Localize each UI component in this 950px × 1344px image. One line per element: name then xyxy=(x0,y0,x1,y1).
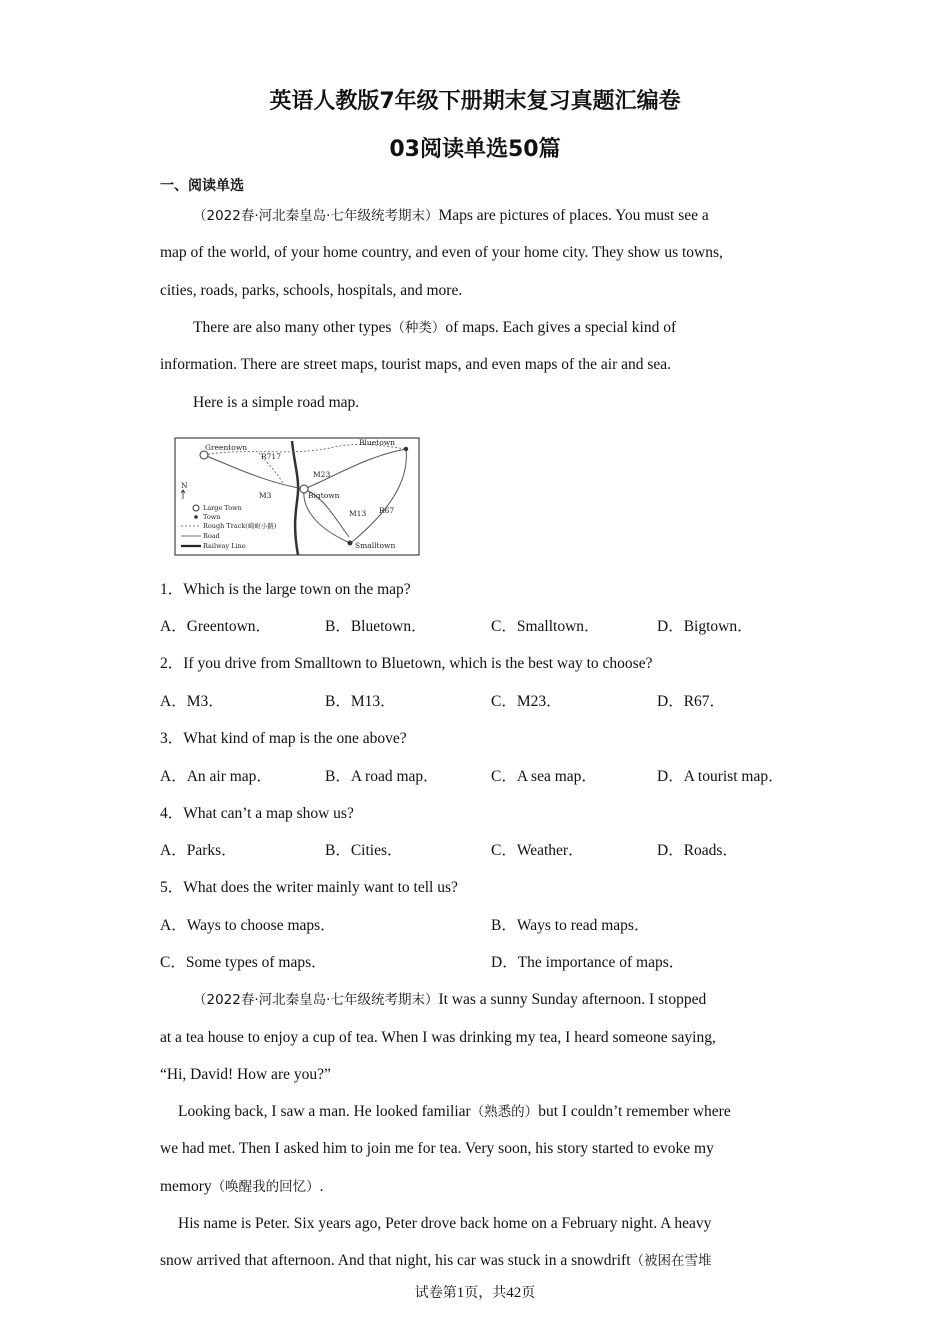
passage2-line7: His name is Peter. Six years ago, Peter drove back home on a February night. A heavy xyxy=(178,1215,712,1232)
question-1: 1．Which is the large town on the map? xyxy=(160,581,411,598)
legend-rough-track: Rough Track(崎岖小路) xyxy=(203,522,277,530)
passage2-line4-b: but I couldn’t remember where xyxy=(538,1103,731,1120)
question-5: 5．What does the writer mainly want to tell us? xyxy=(160,879,458,896)
question-3: 3．What kind of map is the one above? xyxy=(160,730,407,747)
map-label-r67: R67 xyxy=(379,506,395,515)
q4-option-c: C．Weather． xyxy=(491,842,584,859)
q2-option-d: D．R67． xyxy=(657,693,726,710)
q5-option-b: B．Ways to read maps． xyxy=(491,917,650,934)
passage2-line4-a: Looking back, I saw a man. He looked familiar xyxy=(178,1103,471,1120)
legend-town-icon xyxy=(194,515,198,519)
map-town-greentown xyxy=(200,451,208,459)
passage2-line2: at a tea house to enjoy a cup of tea. When I was drinking my tea, I heard someone saying, xyxy=(160,1029,716,1046)
q5-option-a: A．Ways to choose maps． xyxy=(160,917,336,934)
map-label-bluetown: Bluetown xyxy=(359,438,395,447)
map-label-greentown: Greentown xyxy=(205,443,248,452)
document-title: 英语人教版7年级下册期末复习真题汇编卷 xyxy=(269,89,681,114)
passage2-line5: we had met. Then I asked him to join me for tea. Very soon, his story started to evoke my xyxy=(160,1140,714,1157)
q2-option-c: C．M23． xyxy=(491,693,562,710)
passage1-source: （2022春·河北秦皇岛·七年级统考期末） xyxy=(193,208,439,224)
section-heading: 一、阅读单选 xyxy=(160,178,244,194)
question-2: 2．If you drive from Smalltown to Bluetown, which is the best way to choose? xyxy=(160,655,653,672)
q1-option-c: C．Smalltown． xyxy=(491,618,600,635)
passage1-p1-line1: Maps are pictures of places. You must see a xyxy=(438,207,709,224)
passage2-line6-b: . xyxy=(319,1178,324,1195)
legend-railway: Railway Line xyxy=(203,542,246,550)
passage1-p2-text-a: There are also many other types xyxy=(193,319,392,336)
q4-option-a: A．Parks． xyxy=(160,842,237,859)
map-north-label: N xyxy=(181,481,188,490)
q3-option-a: A．An air map． xyxy=(160,768,272,785)
passage2-line6 xyxy=(160,1177,800,1197)
q5-option-c: C．Some types of maps． xyxy=(160,954,327,971)
passage1-p2-gloss: （种类） xyxy=(391,320,446,336)
passage1-p2-text-b: of maps. Each gives a special kind of xyxy=(445,319,677,336)
passage2-source: （2022春·河北秦皇岛·七年级统考期末） xyxy=(193,992,439,1008)
q1-option-d: D．Bigtown． xyxy=(657,618,753,635)
legend-road: Road xyxy=(203,532,220,540)
passage2-line1 xyxy=(193,990,833,1010)
footer-text-c: 页，共 xyxy=(464,1285,507,1301)
map-label-m23: M23 xyxy=(313,470,331,479)
map-label-smalltown: Smalltown xyxy=(355,541,396,550)
q1-option-b: B．Bluetown． xyxy=(325,618,427,635)
passage2-line8-gloss: （被困在雪堆 xyxy=(630,1253,712,1269)
map-label-bigtown: Bigtown xyxy=(308,491,340,500)
passage2-line3: “Hi, David! How are you?” xyxy=(160,1066,331,1083)
passage2-line8-a: snow arrived that afternoon. And that night, his car was stuck in a snowdrift xyxy=(160,1252,631,1269)
map-town-smalltown xyxy=(348,541,353,546)
map-town-bigtown xyxy=(300,485,308,493)
q1-option-a: A．Greentown． xyxy=(160,618,272,635)
q3-option-d: D．A tourist map． xyxy=(657,768,784,785)
q5-option-d: D．The importance of maps． xyxy=(491,954,685,971)
map-label-m13: M13 xyxy=(349,509,367,518)
map-label-m3: M3 xyxy=(259,491,272,500)
passage2-line4-gloss: （熟悉的） xyxy=(470,1104,539,1120)
passage2-line4 xyxy=(178,1102,818,1122)
passage2-line6-a: memory xyxy=(160,1178,212,1195)
footer-page-number: 1 xyxy=(456,1285,465,1301)
passage1-p1-line2: map of the world, of your home country, and even of your home city. They show us towns, xyxy=(160,244,723,261)
road-map-figure xyxy=(174,437,420,556)
passage1-p2-line2: information. There are street maps, tourist maps, and even maps of the air and sea. xyxy=(160,356,672,373)
passage1-p3: Here is a simple road map. xyxy=(193,394,360,411)
legend-town: Town xyxy=(203,513,221,521)
q4-option-b: B．Cities． xyxy=(325,842,403,859)
map-town-bluetown xyxy=(404,447,408,451)
footer-page-total: 42 xyxy=(506,1285,522,1301)
footer-text-a: 试卷第 xyxy=(414,1285,457,1301)
q3-option-b: B．A road map． xyxy=(325,768,439,785)
q3-option-c: C．A sea map． xyxy=(491,768,597,785)
passage2-line6-gloss: （唤醒我的回忆） xyxy=(211,1179,320,1195)
map-label-r717: R717 xyxy=(261,452,281,461)
passage1-p2-line1 xyxy=(193,318,833,338)
page-footer xyxy=(0,1282,950,1302)
passage1-p1-line3: cities, roads, parks, schools, hospitals, and more. xyxy=(160,282,463,299)
legend-large-town-icon xyxy=(193,505,199,511)
document-subtitle: 03阅读单选50篇 xyxy=(389,137,561,162)
q4-option-d: D．Roads． xyxy=(657,842,738,859)
q2-option-b: B．M13． xyxy=(325,693,396,710)
legend-large-town: Large Town xyxy=(203,504,242,512)
question-4: 4．What can’t a map show us? xyxy=(160,805,354,822)
passage2-line8 xyxy=(160,1251,800,1271)
passage2-line1-text: It was a sunny Sunday afternoon. I stopped xyxy=(438,991,707,1008)
q2-option-a: A．M3． xyxy=(160,693,224,710)
footer-text-e: 页 xyxy=(521,1285,536,1301)
passage1-line1 xyxy=(193,206,833,226)
